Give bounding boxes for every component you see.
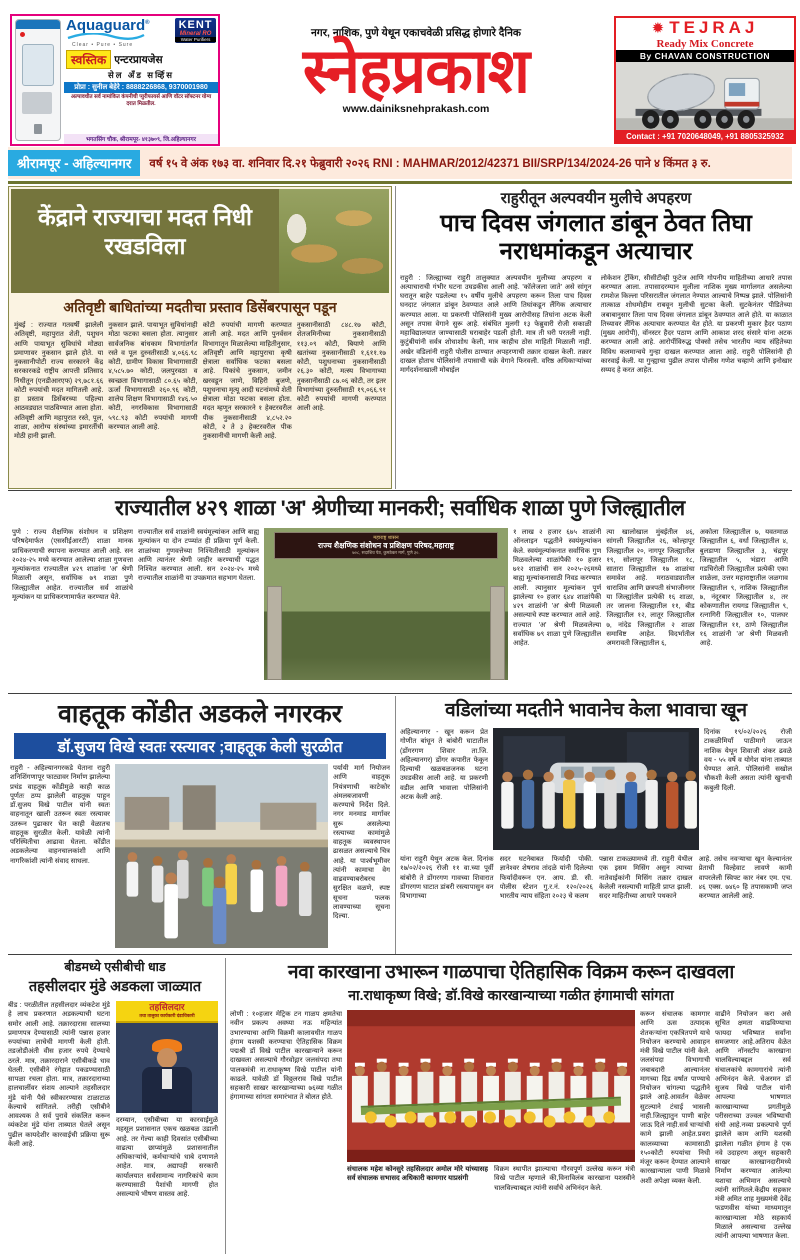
murder-headline: वडिलांच्या मदतीने भावानेच केला भावाचा खून bbox=[445, 700, 747, 721]
kidnap-headline: पाच दिवस जंगलात डांबून ठेवत तिघा नराधमांकडून अत्याचार bbox=[440, 210, 752, 266]
tejraj-ad bbox=[614, 16, 796, 144]
traffic-column: राहुरी - अहिल्यानगरकडे येताना राहुरी शनिशिंगणापूर फाट्यावर निर्माण झालेल्या प्रचंड वाहतूक कोंडीमुळे काही काळ पूर्णतः ठप्प झालेली वाहतूक पाहून डॉ.सुजय विखे पाटील यांनी स्वतः वाहनातून खाली उतरून स्वतः रस्त्यावर उतरून पुढाकार घेत काही वेळातच वाहतूक सुरळीत केली. यावेळी त्यांनी परिस्थितीचा आढावा घेतला. कोंडीत अडकलेल्या वाहनचालकांशी आणि नागरिकांशी त्यांनी संवाद साधला. bbox=[10, 765, 110, 865]
story-sugar-factory bbox=[230, 958, 792, 1254]
tehsildar-photo bbox=[116, 1001, 218, 1113]
portrait-face bbox=[157, 1048, 177, 1068]
flood-column: कोटी रुपयांची मागणी करण्यात आली आहे. मदत आणि पुनर्वसन विभागातून मिळालेल्या माहितीनुसार, अतिवृष्टी आणि महापुराचा कृषी क्षेत्राला सर्वाधिक फटका बसला आहे. पिकांचे नुकसान, जमीन खरवडून जाणे, विहिरी बुजणे, पशुधनाचा मृत्यू आदी घटनांमध्ये शेती क्षेत्राला मोठा फटका बसला होता. मदत म्हणून सरकारने १ हेक्टरवरील पीक नुकसानीसाठी ४,८५२.२० कोटी, २ ते ३ हेक्टरवरील पीक नुकसानीची मागणी केली आहे. bbox=[202, 322, 292, 440]
murder-column: पन्नास टाकळ्यामध्ये ती. राहुरी येथील एक इसम मिसिंग असुन त्याच्या नातेवाईकांनी मिसिंग तक्रार दाखल केलेली नसल्याची माहिती प्राप्त झाली. सदर माहितीच्या आधारे पथकाने bbox=[599, 856, 693, 900]
traffic-subhead-banner: डॉ.सुजय विखे स्वतः रस्त्यावर ;वाहतूक केली सुरळीत bbox=[14, 733, 386, 759]
schools-column: अकोला जिल्ह्यातील ७, यवतमाळ जिल्ह्यातील ६, वर्धा जिल्ह्यातील ४, बुलडाणा जिल्ह्यातील ३, चंद्रपूर जिल्ह्यातील ५, भंडारा आणि गडचिरोली जिल्ह्यातील प्रत्येकी एका शाळेला, उत्तर महाराष्ट्रातील जळगाव जिल्ह्यातील ९, नाशिक जिल्ह्यातील ७, नंदूरबार जिल्ह्यातील ४, तर कोकणातील रायगड जिल्ह्यातील ९, रत्नागिरी जिल्ह्यातील १०, पालघर जिल्ह्यातील ११, ठाणे जिल्ह्यातील १६ शाळांनी 'अ' श्रेणी मिळवली आहे. bbox=[699, 529, 788, 647]
gate-pillar bbox=[267, 586, 282, 680]
factory-column: लोणी : १०हजार मेट्रिक टन गाळप क्षमतेचा नवीन प्रकल्प अवघ्या नऊ महिन्यांत उभारण्याचा आणि विक्रमी कालावधीत गाळप हंगाम यशस्वी करण्याचा ऐतिहासिक विक्रम पद्मश्री डॉ विखे पाटील कारखान्याने करून दाखवला असल्याचे गौरवोद्गार जलसंपदा तथा पालकमंत्री ना.राधाकृष्ण विखे पाटील यांनी काढले. यावेळी डॉ विठ्ठलराव विखे पाटील सहकारी साखर कारखान्याच्या ७६व्या गळीत हंगामाच्या सांगता समारंभात ते बोलत होते. bbox=[230, 1011, 342, 1102]
sun-icon: ✹ bbox=[651, 19, 665, 37]
flood-headline: केंद्राने राज्याचा मदत निधी रखडविला bbox=[37, 204, 253, 259]
registered-mark-icon: ® bbox=[145, 20, 150, 26]
divider bbox=[8, 181, 792, 184]
tejraj-contact: Contact : +91 7020648049, +91 8805325932 bbox=[616, 130, 794, 143]
scert-gate-photo bbox=[264, 528, 508, 680]
story-traffic bbox=[8, 696, 392, 954]
kent-logo: KENT Mineral RO Water Purifiers bbox=[175, 18, 216, 43]
water-purifier-image bbox=[15, 19, 61, 141]
tejraj-product-line: Ready Mix Concrete bbox=[656, 38, 754, 50]
scert-sign-board: महाराष्ट्र शासन राज्य शैक्षणिक संशोधन व प्रशिक्षण परिषद,महाराष्ट्र ७०८, सदाशिव पेठ, कुमठेकर मार्ग, पुणे ३०. bbox=[274, 532, 498, 559]
traffic-jam-photo bbox=[115, 764, 328, 948]
murder-column: सदर घटनेबाबत फिर्यादी पोकी. ज्ञानेश्वर शेषराव तांदळे यांनी दिलेल्या फिर्यादीवरून एन. आय. डी. सी. पोलीस स्टेशन गु.र.नं. १२०/२०२६ भारतीय न्याय संहिता २०२३ चे कलम bbox=[499, 856, 593, 900]
divider bbox=[395, 696, 396, 954]
traffic-headline: वाहतूक कोंडीत अडकले नगरकर bbox=[58, 700, 342, 728]
murder-column: दिनांक १९/०२/२०२६ रोजी टाकळीमियाँ पाठीमागे जाऊन नाशिक येथून शिवाजी शंकर ढवळे वय - ५५ वर्षे व योगेश यांना ताब्यात घेण्यात आले. पोलिसांनी सखोल चौकशी केली असता त्यांनी खुनाची कबुली दिली. bbox=[704, 729, 792, 792]
acb-kicker: बीडमध्ये एसीबीची धाड bbox=[64, 960, 166, 974]
ad-note: अल्पावधीत सर्व नामांकित कंपनीची प्युरीफायर्स आणि वॉटर सॉफ्टनर योग्य दरात मिळतील. bbox=[70, 94, 212, 107]
wave-icon bbox=[66, 33, 146, 40]
murder-column: यांना राहुरी येथुन अटक केल. दिनांक १७/०२/२०२६ रोजी ११ वा.च्या पूर्वी बांबोरी ते डोंगरगण गावच्या शिवारात डोंगरगण घाटात डांबरी रस्त्यापासुन वन विभागाच्या bbox=[400, 856, 494, 900]
mixer-truck-image bbox=[616, 62, 794, 130]
acb-column: दरम्यान, एसीबीच्या या कारवाईमुळे महसूल प्रशासनात एकच खळबळ उडाली आहे. तर गेल्या काही दिवसांत एसीबीच्या वाढत्या छाप्यांमुळे प्रशासनातील अधिकाऱ्यांचे, कर्मचाऱ्यांचे धाबे दणाणले आहेत. मात्र, अद्यापही सरकारी कार्यालयात सर्वसामान्य नागरिकांचे काम करण्यासाठी पैशांची मागणी होत असल्याचे भीषण वास्तव आहे. bbox=[116, 1117, 218, 1198]
date-band bbox=[8, 147, 792, 179]
factory-column: करून संचालक कामगार आणि ऊस उत्पादक शेतकऱ्यांना एकत्रितपणे याचे नियोजन करण्याचे आवाहन मंत्री विखे पाटील यांनी केले. जलसंपदा विभागाची जबाबदारी आल्यानंतर मागच्या दिड वर्षात पाण्याचे नियोजन चांगल्या पद्धतीने झाले आहे.आवर्तन वेळेवर सुटल्याने टंचाई भासली नाही.जिल्ह्यातुन पाणी बाहेर जाऊ दिले नाही.सर्व चाऱ्यांची कामे झाली आहेत.प्रवरा कालव्याच्या कामासाठी १५०कोटी रुपयांचा निधी मंजूर करून देण्यात आल्याने कारखान्याला पाणी मिळावे अशी अपेक्षा व्यक्त केली. bbox=[640, 1011, 710, 1185]
acb-headline: तहसीलदार मुंडे अडकला जाळ्यात bbox=[28, 979, 202, 995]
phone-line: प्रोप्रा : सुनील बेहेरे : 8888226868, 9370001980 bbox=[64, 82, 218, 93]
murder-column: अहिल्यानगर - खून करून प्रेत गोणीत बांधून ते बांबोरी घाटातील (डोंगरगण शिवार ता.जि. अहिल्यानगर) डोंगर कपारीत फेकून दिल्याची खळबळजनक घटना उघडकीस आली आहे. या प्रकरणी वडील आणि भावाला पोलिसांनी अटक केली आहे. bbox=[400, 729, 488, 801]
factory-subhead: ना.राधाकृष्ण विखे; डॉ.विखे कारखान्याच्या गळीत हंगामाची सांगता bbox=[348, 987, 674, 1003]
story-murder bbox=[400, 696, 792, 954]
flood-column: नुकसानीसाठी ८४८.१७ कोटी, शेतजमिनीच्या नुकसानीसाठी ११३.०९ कोटी, बियाणे आणि खतांच्या नुकसानीसाठी १,६११.१७ कोटी, पशुधनाच्या नुकसानीसाठी २६.३० कोटी, मत्स्य विभागाच्या नुकसानीसाठी ८७.०६ कोटी, तर इतर विभागांच्या दुरुस्तीसाठी १९,०६६.९१ कोटी रुपयांची मागणी करण्यात आली आहे. bbox=[296, 322, 386, 413]
acb-column: बीड : परळीतील तहसीलदार व्यंकटेश मुंडे हे लाच प्रकरणात अडकल्याची घटना समोर आली आहे. तक्रारदारास सालच्या प्रमाणपत्र देण्यासाठी त्यांनी पन्नास हजार रुपयांच्या लाचेची मागणी केली होती. तडजोडीअंती वीस हजार रुपये देण्याचे ठरले. मात्र, तक्रारदाराने एसीबीकडे धाव घेतली. एसीबीने रंगेहात पकडण्यासाठी सापळा रचला होता. मात्र, तक्रारदाराच्या हालचालींवर संशय आल्याने तहसीलदार मुंडे यांनी पैसे स्वीकारण्यास टाळाटाळ केल्याचे सांगितले. तरीही एसीबीने आवश्यक ते सर्व पुरावे संकलित करून व्यंकटेश मुंडे यांना ताब्यात घेतले असून पुढील कायदेशीर कारवाईची प्रक्रिया सुरू केली आहे. bbox=[8, 1002, 110, 1148]
govt-emblem-text: महाराष्ट्र शासन bbox=[373, 535, 399, 541]
story-kidnap bbox=[400, 188, 792, 488]
gate-pillar bbox=[490, 586, 505, 680]
farmer-field-photo bbox=[279, 189, 389, 293]
kidnap-column: लोकेशन ट्रॅकिंग, सीसीटीव्ही फुटेज आणि गोपनीय माहितीच्या आधारे तपास करण्यात आला. तपासादरम्यान मुलीला नाशिक मुख्य मार्गालगत असलेल्या रामशेज किल्ला परिसरातील जंगलात नेण्यात आल्याचे निष्पन्न झाले. पोलिसांनी तात्काळ शोधमोहीम राबवून मुलीची सुटका केली. सुटकेनंतर पीडितेच्या जबाबानुसार तिला पाच दिवस जंगलात डांबून ठेवण्यात आले होते. या काळात तिच्यावर लैंगिक अत्याचार करण्यात येत होते. या प्रकरणी मुकार हैदर पठाण (मुख्य आरोपी), वॉनस्टर हैदर पठाण आणि आकाश शरद संसारे यांना अटक करण्यात आली आहे. आरोपींविरुद्ध पोक्सो तसेच भारतीय न्याय संहितेच्या विविध कलमान्वये गुन्हा दाखल करण्यात आला आहे. राहुरी पोलिसांनी ही कारवाई केली. या गुन्ह्याचा पुढील तपास पोलीस गणेश चव्हाणे आणि इनोखार सय्यद हे करत आहेत. bbox=[600, 274, 792, 375]
kidnap-column: राहुरी : जिल्ह्याच्या राहुरी तालुक्यात अल्पवयीन मुलीच्या अपहरण व अत्याचाराची गंभीर घटना उघडकीस आली आहे. 'कॉलेजला जाते' असे सांगून घरातून बाहेर पडलेल्या १५ वर्षीय मुलीचे अपहरण करून तिला पाच दिवस घनदाट जंगलात डांबून ठेवण्यात आले आणि तिघांकडून लैंगिक अत्याचार करण्यात आला. या प्रकरणी पोलिसांनी मुख्य आरोपीसह तिघांना अटक केली असून तपास वेगाने सुरू आहे. संबंधित मुलगी १३ फेब्रुवारी रोजी सकाळी महाविद्यालयात जाण्यासाठी घराबाहेर पडली होती. मात्र ती घरी परतली नाही. कुटुंबीयांनी सर्वत्र शोधाशोध केली, मात्र काहीच ठोस माहिती मिळाली नाही. अखेर वडिलांनी राहुरी पोलीस ठाण्यात अपहरणाची तक्रार दाखल केली. तक्रार दाखल होताच पोलिसांनी तपासाची चक्रे वेगाने फिरवली. वरिष्ठ अधिकाऱ्यांच्या मार्गदर्शनाखाली मोबाईल bbox=[400, 274, 592, 375]
ceremony-photo bbox=[347, 1010, 635, 1162]
story-acb-raid bbox=[8, 958, 222, 1254]
masthead bbox=[222, 12, 610, 142]
schools-headline: राज्यातील ४२९ शाळा 'अ' श्रेणीच्या मानकरी; सर्वाधिक शाळा पुणे जिल्ह्यातील bbox=[115, 496, 685, 520]
tehsildar-office-sign: तहसिलदार तथा तालुका कार्यकारी दंडाधिकारी bbox=[116, 1001, 218, 1023]
story-flood-aid bbox=[8, 186, 392, 489]
flood-column: मुंबई : राज्यात गतवर्षी झालेली अतिवृष्टी, महापुरात शेती, पशुधन आणि पायाभूत सुविधांचे मोठ्या प्रमाणावर नुकसान झाले होते. या नुकसानीपोटी राज्य सरकारने केंद्र सरकारकडे राष्ट्रीय आपत्ती प्रतिसाद निधीतून (एनडीआरएफ) २९,७८१.६६ कोटी रुपयांची मदत मागितली आहे. हा प्रस्ताव डिसेंबरच्या पहिल्या आठवड्यात पाठविण्यात आला होता. अतिवृष्टी आणि महापुरात रस्ते, पूल, शाळा, आरोग्य संस्थांच्या इमारतींची मोठी हानी झाली. bbox=[14, 322, 104, 440]
factory-headline: नवा कारखाना उभारून गाळपाचा ऐतिहासिक विक्रम करून दाखवला bbox=[287, 962, 735, 983]
divider bbox=[395, 186, 396, 489]
schools-column: पुणे : राज्य शैक्षणिक संशोधन व प्रशिक्षण परिषदेमार्फत (एससीईआरटी) शाळा मानक प्राधिकरणाची स्थापना करण्यात आली आहे. सन २०२४-२५ मध्ये करण्यात आलेल्या शाळा गुणवत्ता मूल्यांकनात राज्यातील ४२९ शाळांना 'अ' श्रेणी मिळाली असून, सर्वाधिक ७९ शाळा पुणे जिल्ह्यातील आहेत. राज्यातील सर्व शाळांचे मूल्यांकन या प्राधिकरणामार्फत करण्यात येते. bbox=[12, 529, 133, 601]
schools-column: १ लाख २ हजार ६७५ शाळांनी ऑनलाइन पद्धतीने स्वयंमूल्यांकन केले. स्वयंमूल्यांकनात सर्वाधिक गुण मिळवलेल्या शाळांपैकी १० हजार ७१२ शाळांची सन २०२५-२६मध्ये बाह्य मूल्यांकनासाठी निवड करण्यात आली. त्यानुसार मूल्यांकन पूर्ण झालेल्या १० हजार ६४४ शाळांपैकी ४२९ शाळांनी 'अ' श्रेणी मिळवली असल्याचे स्पष्ट करण्यात आले आहे. राज्यात 'अ' श्रेणी मिळवलेल्या सर्वाधिक ७९ शाळा पुणे जिल्ह्यातील आहेत. bbox=[513, 529, 602, 647]
ad-address: भगतसिंग चौक, श्रीरामपूर- ४१३७०९, जि.अहिल्यानगर bbox=[64, 134, 218, 144]
traffic-column: पर्यायी मार्ग नियोजन आणि वाहतूक नियंत्रणाची काटेकोर अंमलबजावणी करण्याचे निर्देश दिले. नगर मनमाड मार्गावर सुरू असलेल्या रस्त्याच्या कामांमुळे वाहतूक व्यवस्थापन ढासळत असल्याचे चित्र आहे. या पार्श्वभूमीवर त्यांनी कामाचा वेग वाढवण्याबरोबरच सुरक्षित वळणे, स्पष्ट सूचना फलक लावण्याच्या सूचना दिल्या. bbox=[333, 765, 390, 920]
factory-column: विक्रम स्थापीत झाल्याचा गौरवपूर्ण उल्लेख करून मंत्री विखे पाटील म्हणाले की,विनाविलंब कारखाना यशस्वीने चालविल्याबद्दल त्यांनी सर्वांचे अभिनंदन केले. bbox=[494, 1166, 635, 1192]
flood-subhead: अतिवृष्टी बाधितांच्या मदतीचा प्रस्ताव डिसेंबरपासून पडून bbox=[63, 299, 337, 315]
flood-column: नुकसान झाले. पायाभूत सुविधांनाही मोठा फटका बसला होता. त्यानुसार सार्वजनिक बांधकाम विभागांतर्गत रस्ते व पूल दुरुस्तीसाठी ४,०६६.९८ कोटी, ग्रामीण विकास विभागासाठी ४,५८५.७० कोटी, जलपुरवठा व स्वच्छता विभागासाठी ८०.६५ कोटी, ऊर्जा विभागासाठी २६०.९६ कोटी, शालेय शिक्षण विभागासाठी १४६.५० कोटी, नगरविकास विभागासाठी ५९८.९३ कोटी रुपयांची मागणी करण्यात आली आहे. bbox=[108, 322, 198, 431]
shop-name: स्वस्तिक bbox=[66, 50, 111, 69]
service-line: सेल अँड सर्व्हिस bbox=[108, 70, 174, 80]
tejraj-company-line: By CHAVAN CONSTRUCTION bbox=[616, 50, 794, 62]
divider bbox=[8, 954, 792, 955]
aquaguard-ad bbox=[10, 14, 220, 146]
accused-group-photo bbox=[493, 728, 699, 850]
tagline: नगर, नाशिक, पुणे येथून एकाचवेळी प्रसिद्ध होणारे दैनिक bbox=[310, 27, 521, 39]
shop-type: एन्टरप्रायजेस bbox=[114, 53, 163, 66]
issue-info: वर्ष १५ वे अंक १७३ वा. शनिवार दि.२१ फेब्रुवारी २०२६ RNI : MAHMAR/2012/42371 BII/SRP/134/2024-26 पाने ४ किंमत ३ रु. bbox=[149, 157, 711, 170]
murder-column: आहे. तसेच नवऱ्याचा खून केल्यानंतर प्रेताची विल्हेवाट लावणे कामी वापरलेली स्विफ्ट कार नंबर एम. एच. ४६ एक्स. ७४६० हि तपासकामी जप्त करण्यात आलेली आहे. bbox=[698, 856, 792, 900]
schools-column: त्या खालोखाल मुंबईतील ४६, सांगली जिल्ह्यातील २६, कोल्हापूर जिल्ह्यातील २०, नागपूर जिल्ह्यातील १९, सोलापूर जिल्ह्यातील १८, सातारा जिल्ह्यातील १७ शाळांचा समावेश आहे. मराठवाड्यातील धाराशिव आणि छत्रपती संभाजीनगर या जिल्ह्यांतील प्रत्येकी १६ शाळा, तर जालना जिल्ह्यातील ११, बीड जिल्ह्यातील १२, लातूर जिल्ह्यातील ७, नांदेड जिल्ह्यातील २ शाळा समाविष्ट आहेत. विदर्भातील अमरावती जिल्ह्यातील ६, bbox=[606, 529, 695, 647]
factory-column: वाढीने नियोजन करा असे सूचित क्षमता वाढविण्याचा फायदा भविष्यात सर्वांना समजणार आहे.अतिराय वेळेत आणि नॉनस्टॉप कारखाना चालविल्याबद्दल सर्व संचालकांचे कामगारांचे त्यांनी अभिनंदन केले. चेअरमन डॉ सुजय विखे पाटील यांनी आपल्या भाषणात कारखान्याच्या प्रगतीमुळे परीसराच्या उज्वल भविष्याची संधी आहे.नव्या प्रकल्पाचे पूर्ण झालेले काम आणि यशस्वी झालेला गळीत हंगाम हे एक नवे उदाहरण असून सहकारी साखर कारखानदारीमध्ये निर्माण करण्यात आलेल्या यशाचा अभिमान असल्याचे त्यांनी सांगितले.केंद्रीय सहकार मंत्री अमित शाह मुख्यमंत्री देवेंद्र फडणवीस यांच्या माध्यमातून कारखान्याला मोठे सहकार्य मिळाले असल्याचा उल्लेख त्यांनी आपल्या भाषणात केला. bbox=[715, 1011, 791, 1240]
tejraj-brand: TEJRAJ bbox=[669, 18, 759, 37]
newspaper-title: स्नेहप्रकाश bbox=[302, 37, 530, 106]
kidnap-kicker: राहुरीतून अल्पवयीन मुलीचे अपहरण bbox=[500, 190, 692, 207]
aquaguard-slogan: Clear • Pure • Sure bbox=[72, 42, 134, 48]
story-schools bbox=[8, 493, 792, 692]
website-url: www.dainiksnehprakash.com bbox=[342, 103, 490, 116]
portrait-shirt bbox=[162, 1069, 172, 1089]
aquaguard-logo: Aquaguard® bbox=[66, 17, 150, 34]
ceremony-photo-caption: संचालक महेश कोनसुरे तहसिलदार अमोल मोरे यांच्यासह सर्व संचालक सभासद अधिकारी कामगार याप्रसंगी bbox=[347, 1166, 488, 1183]
edition-place-badge: श्रीरामपूर - अहिल्यानगर bbox=[8, 150, 140, 176]
divider bbox=[8, 693, 792, 694]
divider bbox=[225, 958, 226, 1254]
schools-column: राज्यातील सर्व शाळांनी स्वयंमूल्यांकन आणि बाह्य मूल्यांकन या दोन टप्प्यांत ही प्रक्रिया पूर्ण केली. शाळांच्या गुणवत्तेच्या निश्चितीसाठी मूल्यांकन आणि त्यानंतर श्रेणी जाहीर करण्याची पद्धत निश्चित करण्यात आली. सन २०२४-२५ मध्ये राज्यातील शाळांनी या उपक्रमात सहभाग घेतला. bbox=[138, 529, 259, 583]
divider bbox=[8, 490, 792, 491]
